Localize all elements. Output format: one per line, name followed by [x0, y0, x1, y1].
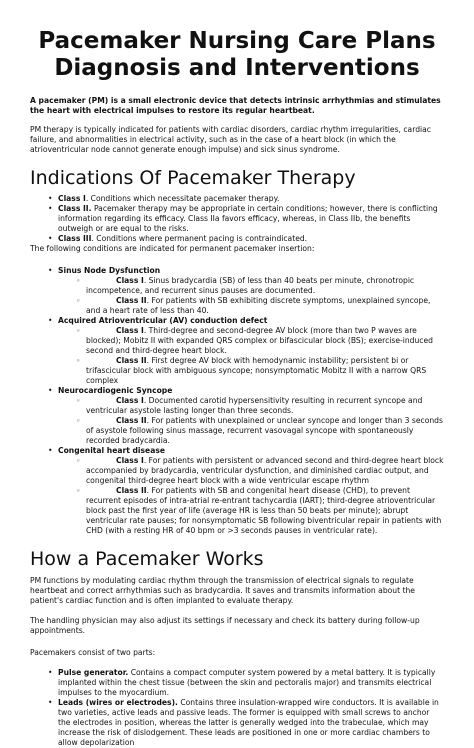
indication-group	[30, 266, 444, 316]
group-title: Acquired Atrioventricular (AV) conduction defect	[58, 316, 268, 325]
list-item: • Class I. Conditions which necessitate pacemaker therapy.	[30, 194, 444, 204]
page-title	[30, 28, 444, 82]
group-title: Neurocardiogenic Syncope	[58, 386, 173, 395]
indication-group	[30, 446, 444, 536]
intro-paragraph: PM therapy is typically indicated for patients with cardiac disorders, cardiac rhythm irregularities, cardiac failure, and abnormalities in electrical activity, such as in the case of a heart block (in which the atrioventricular node cannot generate enough impulse) and sick sinus syndrome.	[30, 125, 431, 154]
list-item: ◦ Class I. Documented carotid hypersensitivity resulting in recurrent syncope and ventricular asystole lasting longer than three seconds.	[58, 396, 444, 416]
indications-heading: Indications Of Pacemaker Therapy	[30, 167, 356, 189]
works-paragraph-2: The handling physician may also adjust its settings if necessary and check its battery during follow-up appointments.	[30, 616, 420, 635]
group-title: Congenital heart disease	[58, 446, 165, 455]
title-line-2: Diagnosis and Interventions	[54, 55, 420, 81]
list-item: ◦ Class I. Sinus bradycardia (SB) of less than 40 beats per minute, chronotropic incompetence, and recurrent sinus pauses are documented.	[58, 276, 444, 296]
class-definitions-list	[30, 194, 444, 244]
lead-paragraph: A pacemaker (PM) is a small electronic device that detects intrinsic arrhythmias and stimulates the heart with electrical impulses to restore its regular heartbeat.	[30, 96, 441, 115]
list-item: ◦ Class I. Third-degree and second-degree AV block (more than two P waves are blocked); Mobitz II with expanded QRS complex or bifascicular block (BS); exercise-induced second and third-degree heart block.	[58, 326, 444, 356]
indication-group	[30, 386, 444, 446]
indication-group	[30, 316, 444, 386]
list-item: ◦ Class I. For patients with persistent or advanced second and third-degree heart block accompanied by bradycardia, ventricular dysfunction, and diminished cardiac output, and congenital third-degree heart block with a wide ventricular escape rhythm	[58, 456, 444, 486]
indication-groups-list	[30, 266, 444, 536]
following-text: The following conditions are indicated for permanent pacemaker insertion:	[30, 244, 315, 253]
pacemaker-parts-list	[30, 668, 444, 748]
works-heading: How a Pacemaker Works	[30, 548, 264, 570]
works-paragraph-3: Pacemakers consist of two parts:	[30, 648, 156, 657]
works-paragraph-1: PM functions by modulating cardiac rhythm through the transmission of electrical signals to regulate heartbeat and correct arrhythmias such as bradycardia. It saves and transmits information about the patient's cardiac function and is often implanted to evaluate therapy.	[30, 576, 415, 605]
list-item: • Leads (wires or electrodes). Contains three insulation-wrapped wire conductors. It is available in two varieties, active leads and passive leads. The former is equipped with small screws to anchor the electrodes in position, whereas the latter is generally wedged into the trabeculae, which may increase the risk of dislodgement. These leads are positioned in one or more cardiac chambers to allow depolarization	[30, 698, 444, 748]
group-title: Sinus Node Dysfunction	[58, 266, 161, 275]
title-line-1: Pacemaker Nursing Care Plans	[38, 28, 436, 54]
list-item: ◦ Class II. For patients with SB and congenital heart disease (CHD), to prevent recurrent episodes of intra-atrial re-entrant tachycardia (IART); third-degree atrioventricular block past the first year of life (average HR is less than 50 beats per minute); abrupt ventricular rate pauses; for nonsymptomatic SB following biventricular repair in patients with CHD (with a resting HR of 40 bpm or >3 seconds pauses in ventricular rate).	[58, 486, 444, 536]
list-item: • Class III. Conditions where permanent pacing is contraindicated.	[30, 234, 444, 244]
list-item: • Class II. Pacemaker therapy may be appropriate in certain conditions; however, there is conflicting information regarding its efficacy. Class IIa favors efficacy, whereas, in Class IIb, the benefits outweigh or are equal to the risks.	[30, 204, 444, 234]
list-item: ◦ Class II. First degree AV block with hemodynamic instability; persistent bi or trifascicular block with ambiguous syncope; nonsymptomatic Mobitz II with a narrow QRS complex	[58, 356, 444, 386]
list-item: ◦ Class II. For patients with unexplained or unclear syncope and longer than 3 seconds of asystole following sinus massage, recurrent vasovagal syncope with spontaneously recorded bradycardia.	[58, 416, 444, 446]
list-item: ◦ Class II. For patients with SB exhibiting discrete symptoms, unexplained syncope, and a heart rate of less than 40.	[58, 296, 444, 316]
list-item: • Pulse generator. Contains a compact computer system powered by a metal battery. It is typically implanted within the chest tissue (between the skin and pectoralis major) and transmits electrical impulses to the myocardium.	[30, 668, 444, 698]
